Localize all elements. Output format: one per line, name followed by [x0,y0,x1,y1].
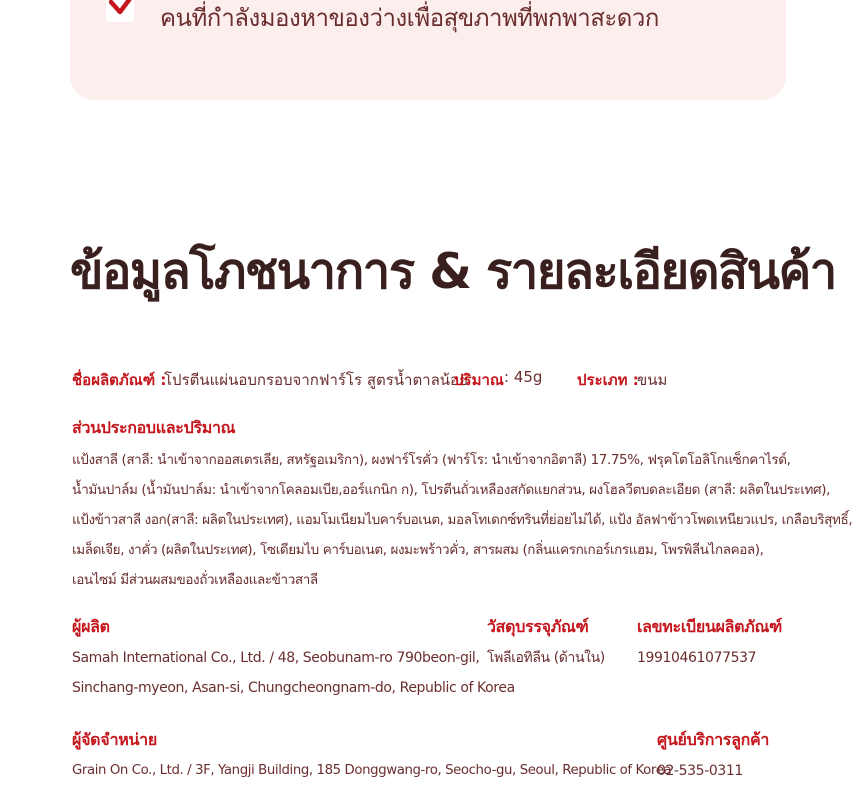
ingredients-line: เอนไซม์ มีส่วนผสมของถั่วเหลืองและข้าวสาลี [72,572,318,588]
manufacturer-label: ผู้ผลิต [72,617,110,636]
packaging-label: วัสดุบรรจุภัณฑ์ [487,617,589,636]
product-name-label: ชื่อผลิตภัณฑ์ : [72,371,167,389]
registration-value: 19910461077537 [637,650,757,666]
distributor-address: Grain On Co., Ltd. / 3F, Yangji Building, 185 Donggwang-ro, Seocho-gu, Seoul, Republic of Korea [72,763,672,778]
manufacturer-line: Samah International Co., Ltd. / 48, Seobunam-ro 790beon-gil, [72,650,480,666]
ingredients-line: แป้งข้าวสาลี งอก(สาลี: ผลิตในประเทศ), แอมโมเนียมไบคาร์บอเนต, มอลโทเดกซ์ทรินที่ย่อยไม่ได้, แป้ง อัลฟาข้าวโพดเหนียวแปร, เกลือบริสุทธิ์, [72,512,853,528]
customer-service-label: ศูนย์บริการลูกค้า [657,730,770,749]
type-value: ขนม [637,371,668,389]
type-label: ประเภท : [577,371,639,389]
manufacturer-line: Sinchang-myeon, Asan-si, Chungcheongnam-do, Republic of Korea [72,680,515,696]
check-icon [106,0,134,22]
ingredients-label: ส่วนประกอบและปริมาณ [72,418,236,437]
manufacturer-address [72,643,515,703]
quantity-value: : 45g [504,368,543,386]
registration-label: เลขทะเบียนผลิตภัณฑ์ [637,617,783,636]
ingredients-line: เมล็ดเจีย, งาคั่ว (ผลิตในประเทศ), โซเดียมไบ คาร์บอเนต, ผงมะพร้าวคั่ว, สารผสม (กลิ่นแครกเกอร์เกรแฮม, โพรพิลีนไกลคอล), [72,542,764,558]
ingredients-line: น้ำมันปาล์ม (น้ำมันปาล์ม: นำเข้าจากโคลอมเบีย,ออร์แกนิก ก), โปรตีนถั่วเหลืองสกัดแยกส่วน, ผงโฮลวีตบดละเอียด (สาลี: ผลิตในประเทศ), [72,482,830,498]
benefit-card [70,0,786,100]
page-title: ข้อมูลโภชนาการ & รายละเอียดสินค้า [70,243,836,300]
ingredients-line: แป้งสาลี (สาลี: นำเข้าจากออสเตรเลีย, สหรัฐอเมริกา), ผงฟาร์โรคั่ว (ฟาร์โร: นำเข้าจากอิตาลี) 17.75%, ฟรุคโตโอลิโกแซ็กคาไรด์, [72,452,791,468]
distributor-label: ผู้จัดจำหน่าย [72,730,157,749]
ingredients-list [72,445,853,595]
benefit-text: คนที่กำลังมองหาของว่างเพื่อสุขภาพที่พกพาสะดวก [160,4,659,32]
quantity-label: ปริมาณ [454,371,504,389]
packaging-value: โพลีเอทิลีน (ด้านใน) [487,650,605,666]
product-name-value: โปรตีนแผ่นอบกรอบจากฟาร์โร สูตรน้ำตาลน้อย [164,371,468,389]
customer-service-phone: 02-535-0311 [657,763,743,779]
product-summary-row [72,368,792,392]
